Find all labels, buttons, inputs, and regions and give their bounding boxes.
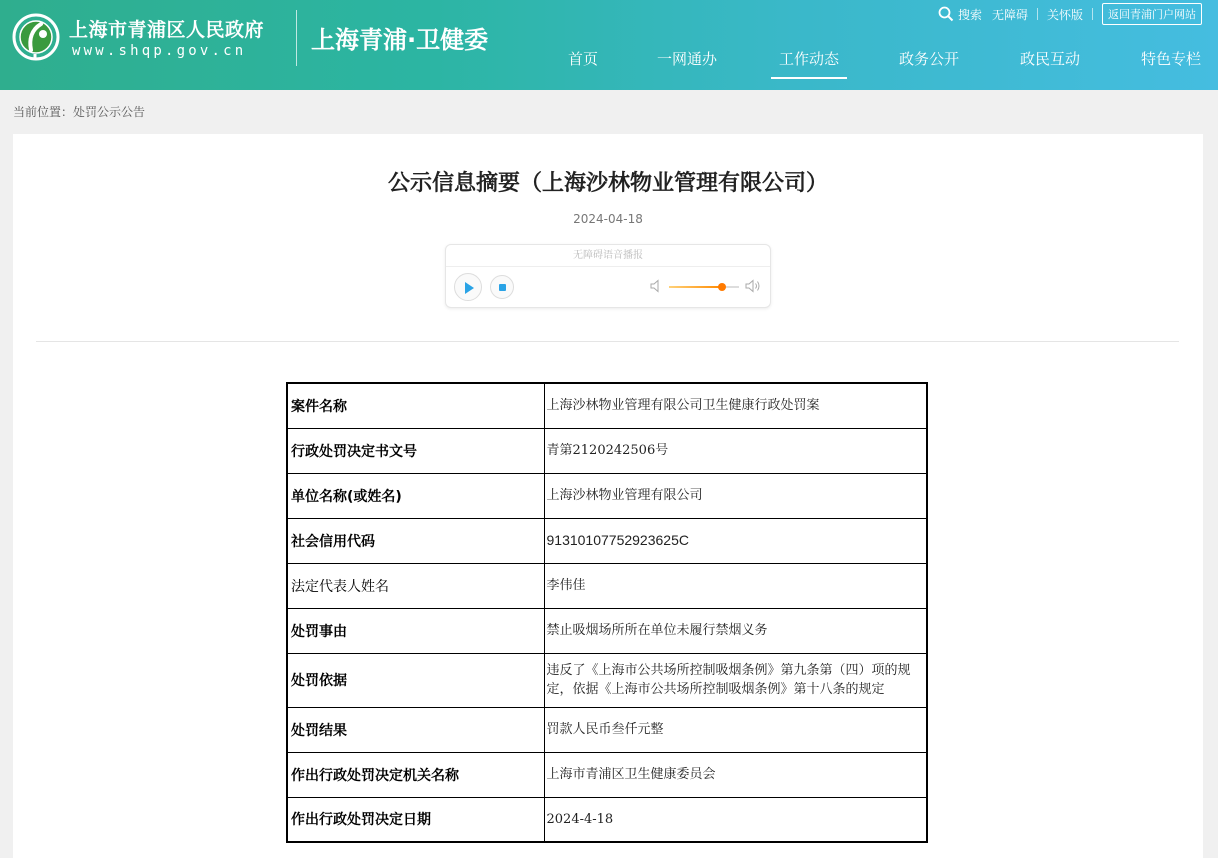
table-value: 上海沙林物业管理有限公司 bbox=[544, 473, 927, 518]
table-key: 作出行政处罚决定机关名称 bbox=[287, 752, 544, 797]
table-row bbox=[287, 653, 927, 707]
search-icon[interactable] bbox=[938, 6, 954, 22]
page-title: 公示信息摘要（上海沙林物业管理有限公司） bbox=[387, 171, 828, 196]
table-key: 行政处罚决定书文号 bbox=[287, 428, 544, 473]
table-key: 社会信用代码 bbox=[287, 518, 544, 563]
table-value: 李伟佳 bbox=[544, 563, 927, 608]
volume-high-icon[interactable] bbox=[745, 278, 761, 294]
portal-return-button[interactable]: 返回青浦门户网站 bbox=[1102, 3, 1202, 25]
table-row bbox=[287, 563, 927, 608]
search-link[interactable]: 搜索 bbox=[957, 7, 982, 22]
nav-item-work-news[interactable]: 工作动态 bbox=[779, 50, 840, 68]
breadcrumb: 当前位置：处罚公示公告 bbox=[13, 105, 146, 119]
table-row bbox=[287, 797, 927, 842]
table-value: 青第2120242506号 bbox=[544, 428, 927, 473]
table-value: 禁止吸烟场所所在单位未履行禁烟义务 bbox=[544, 608, 927, 653]
table-key: 法定代表人姓名 bbox=[287, 563, 544, 608]
nav-item-special-column[interactable]: 特色专栏 bbox=[1141, 50, 1202, 68]
table-key: 处罚事由 bbox=[287, 608, 544, 653]
top-links bbox=[938, 3, 1202, 25]
play-button[interactable] bbox=[454, 273, 482, 301]
nav-item-interaction[interactable]: 政民互动 bbox=[1020, 50, 1081, 68]
volume-knob[interactable] bbox=[718, 283, 726, 291]
table-row bbox=[287, 428, 927, 473]
content-panel bbox=[13, 134, 1203, 858]
table-value: 91310107752923625C bbox=[544, 518, 927, 563]
separator bbox=[1092, 8, 1093, 20]
table-key: 处罚依据 bbox=[287, 653, 544, 707]
table-key: 案件名称 bbox=[287, 383, 544, 428]
care-mode-link[interactable]: 关怀版 bbox=[1046, 7, 1083, 22]
stop-button[interactable] bbox=[490, 275, 514, 299]
table-value: 上海沙林物业管理有限公司卫生健康行政处罚案 bbox=[544, 383, 927, 428]
content-divider bbox=[36, 341, 1179, 342]
site-header bbox=[0, 0, 1218, 90]
table-row bbox=[287, 383, 927, 428]
player-label: 无障碍语音播报 bbox=[446, 245, 770, 267]
table-key: 处罚结果 bbox=[287, 707, 544, 752]
table-row bbox=[287, 473, 927, 518]
site-name[interactable]: 上海青浦·卫健委 bbox=[311, 26, 489, 54]
main-nav bbox=[0, 44, 1218, 74]
table-row bbox=[287, 752, 927, 797]
separator bbox=[1037, 8, 1038, 20]
volume-fill bbox=[669, 286, 722, 288]
table-value: 2024-4-18 bbox=[544, 797, 927, 842]
table-row bbox=[287, 518, 927, 563]
audio-player bbox=[445, 244, 771, 308]
volume-low-icon[interactable] bbox=[650, 279, 662, 293]
table-row bbox=[287, 608, 927, 653]
table-value: 上海市青浦区卫生健康委员会 bbox=[544, 752, 927, 797]
gov-url[interactable]: www.shqp.gov.cn bbox=[72, 43, 247, 59]
penalty-info-table bbox=[286, 382, 928, 843]
accessibility-link[interactable]: 无障碍 bbox=[991, 7, 1028, 22]
table-value: 违反了《上海市公共场所控制吸烟条例》第九条第（四）项的规定，依据《上海市公共场所控制吸烟条例》第十八条的规定 bbox=[544, 653, 927, 707]
volume-slider[interactable] bbox=[669, 286, 739, 288]
table-key: 单位名称(或姓名) bbox=[287, 473, 544, 518]
nav-item-home[interactable]: 首页 bbox=[568, 50, 599, 68]
nav-item-gov-disclosure[interactable]: 政务公开 bbox=[899, 50, 960, 68]
nav-item-one-stop-service[interactable]: 一网通办 bbox=[657, 50, 718, 68]
table-value: 罚款人民币叁仟元整 bbox=[544, 707, 927, 752]
table-key: 作出行政处罚决定日期 bbox=[287, 797, 544, 842]
gov-name[interactable]: 上海市青浦区人民政府 bbox=[69, 19, 265, 41]
table-row bbox=[287, 707, 927, 752]
publish-date: 2024-04-18 bbox=[573, 212, 643, 226]
